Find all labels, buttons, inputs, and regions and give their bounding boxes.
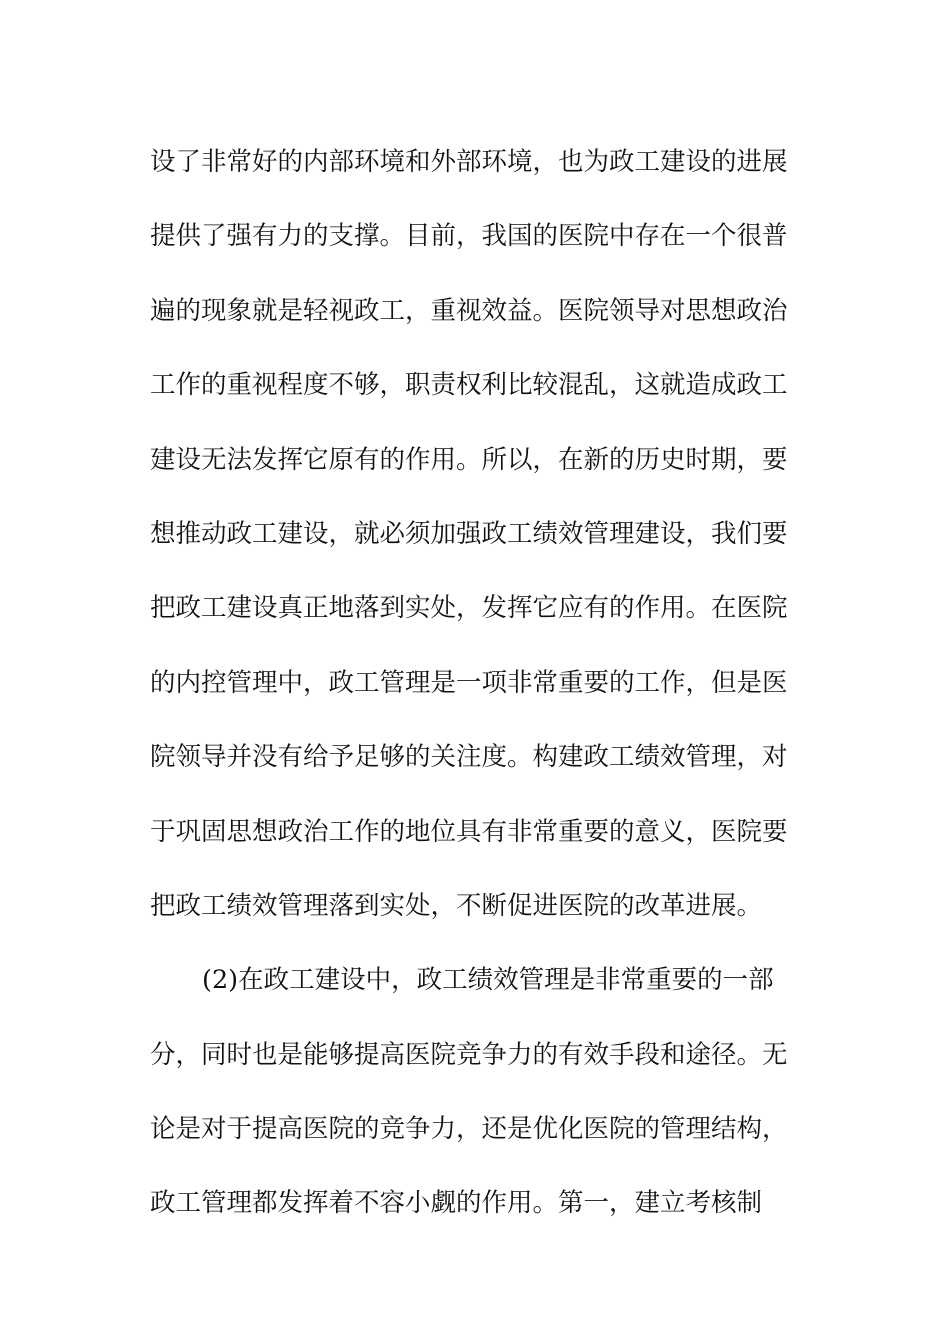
text-line-10: 于巩固思想政治工作的地位具有非常重要的意义，医院要 [150,816,788,847]
text-line-13: 分，同时也是能够提高医院竞争力的有效手段和途径。无 [150,1039,788,1070]
text-line-12: (2)在政工建设中，政工绩效管理是非常重要的一部 [202,965,774,996]
text-line-8: 的内控管理中，政工管理是一项非常重要的工作，但是医 [150,667,788,698]
text-line-7: 把政工建设真正地落到实处，发挥它应有的作用。在医院 [150,593,788,624]
text-line-6: 想推动政工建设，就必须加强政工绩效管理建设，我们要 [150,518,788,549]
text-line-1: 设了非常好的内部环境和外部环境，也为政工建设的进展 [150,147,788,177]
text-line-2: 提供了强有力的支撑。目前，我国的医院中存在一个很普 [150,221,788,252]
text-line-5: 建设无法发挥它原有的作用。所以，在新的历史时期，要 [150,444,788,475]
text-line-3: 遍的现象就是轻视政工，重视效益。医院领导对思想政治 [150,295,788,326]
text-line-14: 论是对于提高医院的竞争力，还是优化医院的管理结构， [150,1114,788,1145]
body-text [150,125,810,1241]
text-line-11: 把政工绩效管理落到实处，不断促进医院的改革进展。 [150,890,763,921]
text-line-4: 工作的重视程度不够，职责权利比较混乱，这就造成政工 [150,370,788,401]
text-line-9: 院领导并没有给予足够的关注度。构建政工绩效管理，对 [150,742,788,773]
text-line-15: 政工管理都发挥着不容小觑的作用。第一，建立考核制 [150,1188,763,1219]
